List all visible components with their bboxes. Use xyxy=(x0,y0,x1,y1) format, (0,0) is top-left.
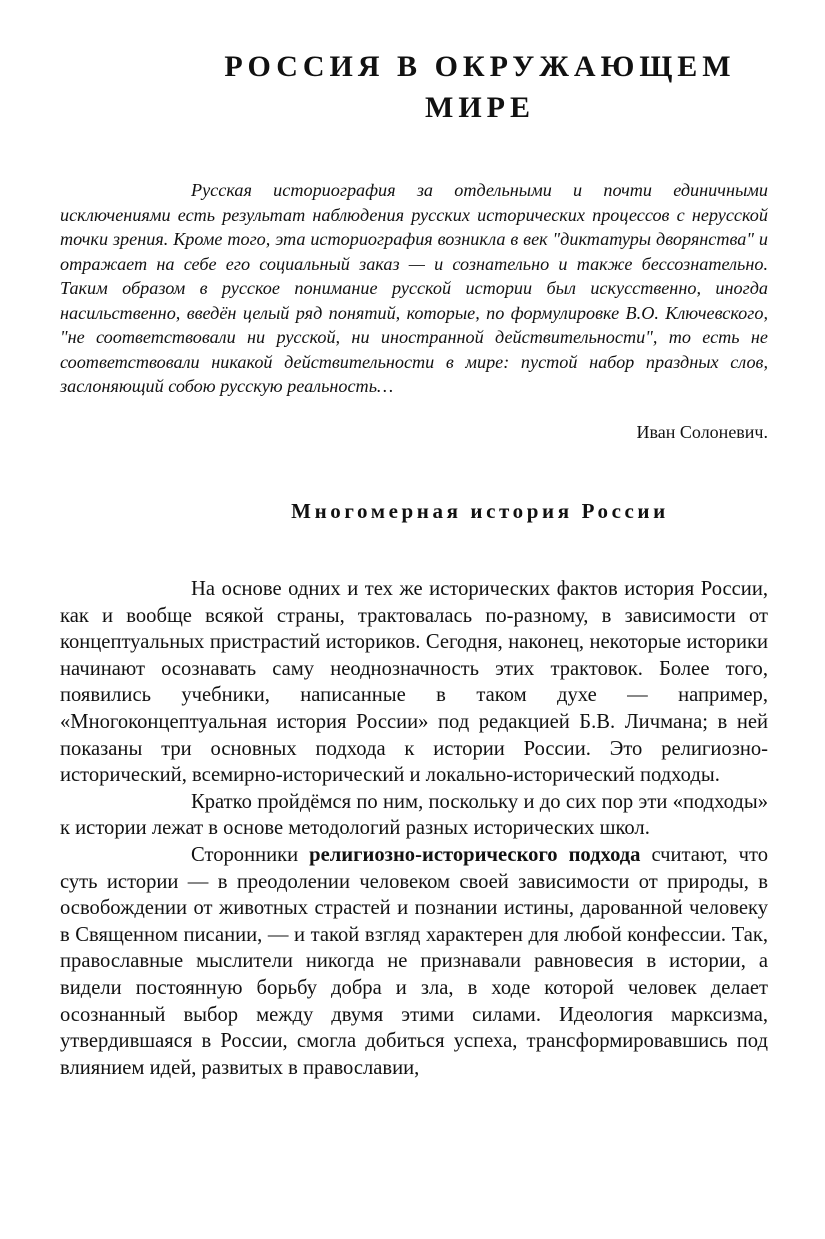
epigraph-text: Русская историография за отдельными и почти единичными исключениями есть результат наблюдения русских исторических процессов с нерусской точки зрения. Кроме того, эта историография возникла в век "диктатуры дворянства" и отражает на себе его социальный заказ — и сознательно и также бессознательно. Таким образом в русское понимание русской истории был искусственно, иногда насильственно, введён целый ряд понятий, которые, по формулировке В.О. Ключевского, "не соответствовали ни русской, ни иностранной действительности", то есть не соответствовали никакой действительности в мире: пустой набор праздных слов, заслоняющий собою русскую реальность… xyxy=(60,180,768,396)
page-title xyxy=(180,46,780,128)
page-title-line-2: МИРЕ xyxy=(425,91,535,124)
paragraph-2: Кратко пройдёмся по ним, поскольку и до сих пор эти «подходы» к истории лежат в основе методологий разных исторических школ. xyxy=(60,790,768,840)
body-text xyxy=(60,576,768,1081)
epigraph-author: Иван Солоневич. xyxy=(636,422,768,442)
paragraph-3-rest: считают, что суть истории — в преодолении человеком своей зависимости от природы, в освобождении от животных страстей и познании истины, дарованной человеку в Священном писании, — и такой взгляд характерен для любой конфессии. Так, православные мыслители никогда не признавали равновесия в истории, а видели постоянную борьбу добра и зла, в ходе которой человек делает осознанный выбор между двумя этими силами. Идеология марксизма, утвердившаяся в России, смогла добиться успеха, трансформировавшись под влиянием идей, развитых в православии, xyxy=(60,843,768,1079)
paragraph-3-bold-term: религиозно-исторического подхода xyxy=(309,843,641,866)
paragraph-3-lead: Сторонники xyxy=(191,843,310,866)
section-title: Многомерная история России xyxy=(291,499,669,523)
page-title-line-1: РОССИЯ В ОКРУЖАЮЩЕМ xyxy=(224,50,736,83)
paragraph-1: На основе одних и тех же исторических фактов история России, как и вообще всякой страны, трактовалась по-разному, в зависимости от концептуальных пристрастий историков. Сегодня, наконец, некоторые историки начинают осознавать саму неоднозначность этих трактовок. Более того, появились учебники, написанные в таком духе — например, «Многоконцептуальная история России» под редакцией Б.В. Личмана; в ней показаны три основных подхода к истории России. Это религиозно-исторический, всемирно-исторический и локально-исторический подходы. xyxy=(60,578,768,787)
paragraph-3 xyxy=(60,842,768,1081)
